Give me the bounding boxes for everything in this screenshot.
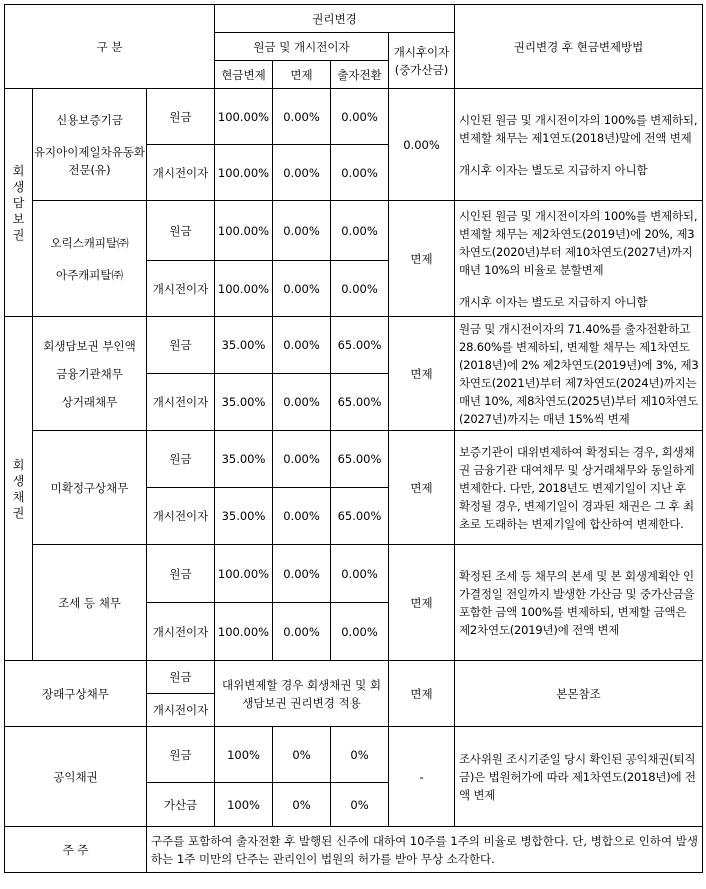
exempt-cell: 0.00% <box>273 89 331 145</box>
cash-cell: 35.00% <box>215 317 273 374</box>
equity-cell: 65.00% <box>331 431 389 488</box>
type-cell: 원금 <box>147 727 215 783</box>
creditor-names-g2: 오릭스캐피탈㈜ 아주캐피탈㈜ <box>33 201 147 317</box>
cash-cell: 35.00% <box>215 374 273 431</box>
type-cell: 원금 <box>147 661 215 694</box>
cash-cell: 35.00% <box>215 488 273 545</box>
after-interest-g5: 면제 <box>389 545 455 661</box>
cash-cell: 100.00% <box>215 261 273 317</box>
after-interest-g2: 면제 <box>389 201 455 317</box>
method-g4: 보증기관이 대위변제하여 확정되는 경우, 회생채권 금융기관 대여채무 및 상거래채무와 동일하게 변제한다. 다만, 2018년도 변제기일이 지난 후 확정될 경우, 변제기일이 경과된 채권은 그 후 최초로 도래하는 변제기일에 합산하여 변제한다. <box>455 431 703 545</box>
header-after-interest: 개시후이자 (중가산금) <box>389 33 455 89</box>
type-cell: 원금 <box>147 317 215 374</box>
note-label: 주 주 <box>5 827 147 873</box>
type-cell: 개시전이자 <box>147 694 215 727</box>
header-equity: 출자전환 <box>331 61 389 89</box>
exempt-cell: 0% <box>273 727 331 783</box>
type-cell: 개시전이자 <box>147 261 215 317</box>
exempt-cell: 0.00% <box>273 603 331 661</box>
equity-cell: 0.00% <box>331 145 389 201</box>
creditor-name-g6: 장래구상채무 <box>5 661 147 727</box>
cash-cell: 100.00% <box>215 89 273 145</box>
cash-cell: 35.00% <box>215 431 273 488</box>
exempt-cell: 0.00% <box>273 261 331 317</box>
after-interest-g7: - <box>389 727 455 827</box>
exempt-cell: 0.00% <box>273 145 331 201</box>
equity-cell: 0.00% <box>331 89 389 145</box>
exempt-cell: 0.00% <box>273 488 331 545</box>
exempt-cell: 0.00% <box>273 431 331 488</box>
creditor-name-g4: 미확정구상채무 <box>33 431 147 545</box>
cash-cell: 100% <box>215 783 273 827</box>
equity-cell: 65.00% <box>331 374 389 431</box>
rights-change-table <box>4 4 703 873</box>
group-secured-label: 회 생 담 보 권 <box>5 89 33 317</box>
cash-cell: 100.00% <box>215 201 273 261</box>
header-exempt: 면제 <box>273 61 331 89</box>
exempt-cell: 0.00% <box>273 201 331 261</box>
equity-cell: 0.00% <box>331 261 389 317</box>
cash-cell: 100% <box>215 727 273 783</box>
after-interest-g3: 면제 <box>389 317 455 431</box>
type-cell: 원금 <box>147 201 215 261</box>
note-text: 구주를 포함하여 출자전환 후 발행된 신주에 대하여 10주를 1주의 비율로 병합한다. 단, 병합으로 인하여 발생하는 1주 미만의 단주는 관리인이 법원의 허가를 받아 무상 소각한다. <box>147 827 703 873</box>
after-interest-g6: 면제 <box>389 661 455 727</box>
header-rights-change: 권리변경 <box>215 5 455 33</box>
merged-note-g6: 대위변제할 경우 회생채권 및 회생담보권 권리변경 적용 <box>215 661 389 727</box>
method-g5: 확정된 조세 등 채무의 본세 및 본 회생계획안 인가결정일 전일까지 발생한 가산금 및 중가산금을 포함한 금액 100%를 변제하되, 변제할 금액은 제2차연도(2019년)에 전액 변제 <box>455 545 703 661</box>
equity-cell: 0.00% <box>331 545 389 603</box>
cash-cell: 100.00% <box>215 545 273 603</box>
equity-cell: 0.00% <box>331 201 389 261</box>
equity-cell: 0% <box>331 783 389 827</box>
type-cell: 개시전이자 <box>147 145 215 201</box>
method-g3: 원금 및 개시전이자의 71.40%를 출자전환하고 28.60%를 변제하되, 변제할 채무는 제1차연도(2018년)에 2% 제2차연도(2019년)에 3%, 제3차연도(2021년)부터 제7차연도(2024년)까지는 매년 10%, 제8차연도(2025년)부터 제10차연도(2027년)까지는 매년 15%씩 변제 <box>455 317 703 431</box>
method-g6: 본몬참조 <box>455 661 703 727</box>
after-interest-g1: 0.00% <box>389 89 455 201</box>
type-cell: 원금 <box>147 431 215 488</box>
type-cell: 개시전이자 <box>147 603 215 661</box>
method-g1: 시인된 원금 및 개시전이자의 100%를 변제하되, 변제할 채무는 제1연도(2018년)말에 전액 변제 개시후 이자는 별도로 지급하지 아니함 <box>455 89 703 201</box>
type-cell: 원금 <box>147 89 215 145</box>
cash-cell: 100.00% <box>215 145 273 201</box>
creditor-name-g5: 조세 등 채무 <box>33 545 147 661</box>
creditor-names-g3: 회생담보권 부인액 금융기관채무 상거래채무 <box>33 317 147 431</box>
header-cash: 현금변제 <box>215 61 273 89</box>
equity-cell: 0.00% <box>331 603 389 661</box>
creditor-names-g1: 신용보증기금 유지아이제일차유동화전문(유) <box>33 89 147 201</box>
type-cell: 개시전이자 <box>147 488 215 545</box>
type-cell: 개시전이자 <box>147 374 215 431</box>
type-cell: 가산금 <box>147 783 215 827</box>
cash-cell: 100.00% <box>215 603 273 661</box>
exempt-cell: 0.00% <box>273 545 331 603</box>
method-g7: 조사위원 조시기준일 당시 확인된 공익채권(퇴직금)은 법원허가에 따라 제1차연도(2018년)에 전액 변제 <box>455 727 703 827</box>
creditor-name-g7: 공익채권 <box>5 727 147 827</box>
equity-cell: 0% <box>331 727 389 783</box>
equity-cell: 65.00% <box>331 488 389 545</box>
header-principal-interest: 원금 및 개시전이자 <box>215 33 389 61</box>
header-method: 권리변경 후 현금변제방법 <box>455 5 703 89</box>
exempt-cell: 0% <box>273 783 331 827</box>
type-cell: 원금 <box>147 545 215 603</box>
exempt-cell: 0.00% <box>273 317 331 374</box>
group-rehab-label: 회 생 채 권 <box>5 317 33 661</box>
exempt-cell: 0.00% <box>273 374 331 431</box>
method-g2: 시인된 원금 및 개시전이자의 100%를 변제하되, 변제할 채무는 제2차연도(2019년)에 20%, 제3차연도(2020년)부터 제10차연도(2027년)까지 매년 10%의 비율로 분할변제 개시후 이자는 별도로 지급하지 아니함 <box>455 201 703 317</box>
after-interest-g4: 면제 <box>389 431 455 545</box>
header-category: 구 분 <box>5 5 215 89</box>
equity-cell: 65.00% <box>331 317 389 374</box>
